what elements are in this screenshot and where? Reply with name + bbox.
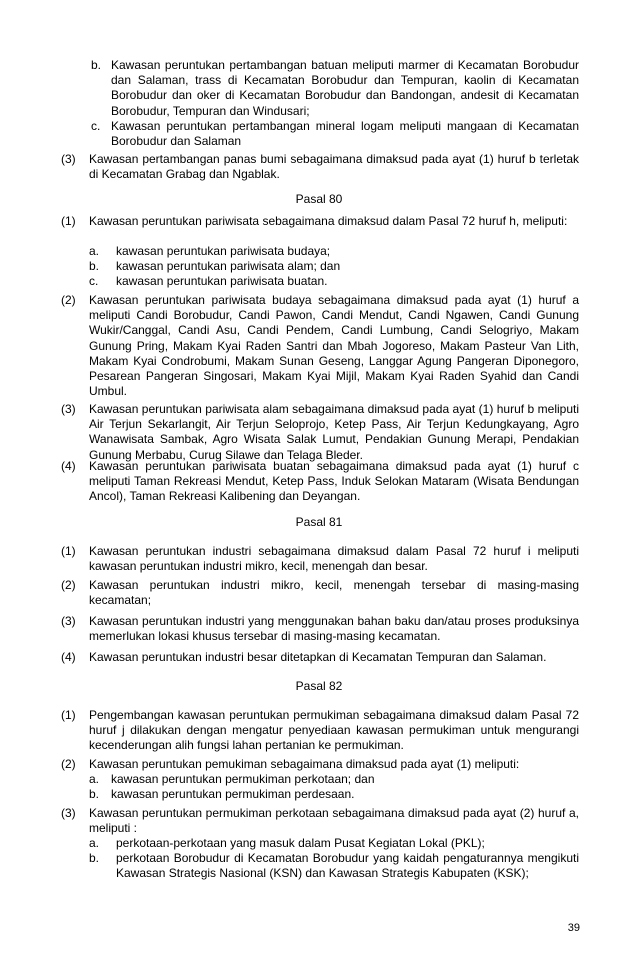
paragraph-number: (2) (61, 293, 76, 307)
paragraph-number: (2) (61, 757, 76, 771)
item-label: a. (89, 244, 100, 258)
paragraph-text: Kawasan peruntukan pariwisata sebagaimana dimaksud dalam Pasal 72 huruf h, meliputi: (89, 214, 568, 228)
item-text: kawasan peruntukan pariwisata alam; dan (116, 259, 341, 273)
article-heading: Pasal 82 (295, 679, 343, 693)
paragraph-text: Kawasan peruntukan pariwisata buatan sebagaimana dimaksud pada ayat (1) huruf c meliputi Taman Rekreasi Mendut, Ketep Pass, Induk Selokan Mataram (Wisata Bendungan Ancol), Taman Rekreasi Kalibening dan Deyangan. (89, 459, 579, 504)
paragraph-number: (1) (61, 544, 76, 558)
paragraph-number: (2) (61, 578, 76, 592)
paragraph-text: Kawasan pertambangan panas bumi sebagaimana dimaksud pada ayat (1) huruf b terletak di Kecamatan Grabag dan Ngablak. (89, 152, 579, 182)
paragraph-text: Kawasan peruntukan industri yang menggunakan bahan baku dan/atau proses produksinya memerlukan lokasi khusus tersebar di masing-masing kecamatan. (89, 614, 579, 644)
paragraph-text: Kawasan peruntukan pariwisata budaya sebagaimana dimaksud pada ayat (1) huruf a meliputi Candi Borobudur, Candi Pawon, Candi Mendut, Candi Ngawen, Candi Gunung Wukir/Canggal, Candi Asu, Candi Pendem, Candi Lumbung, Candi Selogriyo, Makam Gunung Pring, Makam Kyai Raden Santri dan Mbah Jogoreso, Makam Pasteur Van Lith, Makam Kyai Condrobumi, Makam Sunan Geseng, Langgar Agung Pangeran Diponegoro, Pesarean Pangeran Singosari, Makam Kyai Mijil, Makam Kyai Raden Syahid dan Candi Umbul. (89, 293, 579, 399)
item-text: perkotaan-perkotaan yang masuk dalam Pusat Kegiatan Lokal (PKL); (116, 836, 485, 850)
item-label: c. (91, 119, 101, 133)
item-text: kawasan peruntukan pariwisata budaya; (116, 244, 331, 258)
item-label: a. (89, 836, 100, 850)
article-heading: Pasal 80 (295, 192, 343, 206)
paragraph-number: (1) (61, 214, 76, 228)
paragraph-number: (4) (61, 650, 76, 664)
paragraph-text: Kawasan peruntukan pariwisata alam sebagaimana dimaksud pada ayat (1) huruf b meliputi Air Terjun Sekarlangit, Air Terjun Seloprojo, Ketep Pass, Air Terjun Kedungkayang, Agro Wanawisata Sambak, Agro Wisata Salak Lumut, Pendakian Gunung Merapi, Pendakian Gunung Merbabu, Curug Silawe dan Telaga Bleder. (89, 402, 579, 462)
item-text: kawasan peruntukan pariwisata buatan. (116, 274, 328, 288)
item-text: Kawasan peruntukan pertambangan batuan meliputi marmer di Kecamatan Borobudur dan Salaman, trass di Kecamatan Borobudur dan Tempuran, kaolin di Kecamatan Borobudur dan oker di Kecamatan Borobudur dan Bandongan, andesit di Kecamatan Borobudur, Tempuran dan Windusari; (111, 58, 579, 118)
paragraph-text: Kawasan peruntukan pemukiman sebagaimana dimaksud pada ayat (1) meliputi: (89, 757, 520, 771)
paragraph-number: (1) (61, 708, 76, 722)
item-label: b. (91, 58, 102, 72)
paragraph-number: (3) (61, 614, 76, 628)
paragraph-number: (3) (61, 806, 76, 820)
paragraph-text: Kawasan peruntukan industri sebagaimana dimaksud dalam Pasal 72 huruf i meliputi kawasan peruntukan industri mikro, kecil, menengah dan besar. (89, 544, 579, 574)
item-text: kawasan peruntukan permukiman perdesaan. (111, 787, 355, 801)
page-number: 39 (567, 922, 580, 934)
item-label: a. (89, 772, 100, 786)
item-label: b. (89, 787, 100, 801)
item-text: kawasan peruntukan permukiman perkotaan; dan (111, 772, 375, 786)
item-label: c. (89, 274, 99, 288)
paragraph-number: (3) (61, 402, 76, 416)
paragraph-text: Kawasan peruntukan industri besar ditetapkan di Kecamatan Tempuran dan Salaman. (89, 650, 547, 664)
paragraph-number: (4) (61, 459, 76, 473)
item-text: Kawasan peruntukan pertambangan mineral logam meliputi mangaan di Kecamatan Borobudur dan Salaman (111, 119, 579, 149)
paragraph-text: Kawasan peruntukan industri mikro, kecil, menengah tersebar di masing-masing kecamatan; (89, 578, 579, 608)
paragraph-text: Pengembangan kawasan peruntukan permukiman sebagaimana dimaksud dalam Pasal 72 huruf j dilakukan dengan mengatur penyediaan kawasan permukiman untuk mengurangi kecenderungan alih fungsi lahan pertanian ke permukiman. (89, 708, 579, 753)
paragraph-number: (3) (61, 152, 76, 166)
paragraph-text: Kawasan peruntukan permukiman perkotaan sebagaimana dimaksud pada ayat (2) huruf a, meliputi : (89, 806, 579, 836)
article-heading: Pasal 81 (295, 515, 343, 529)
item-label: b. (89, 851, 100, 865)
item-label: b. (89, 259, 100, 273)
item-text: perkotaan Borobudur di Kecamatan Borobudur yang kaidah pengaturannya mengikuti Kawasan Strategis Nasional (KSN) dan Kawasan Strategis Kabupaten (KSK); (116, 851, 579, 881)
